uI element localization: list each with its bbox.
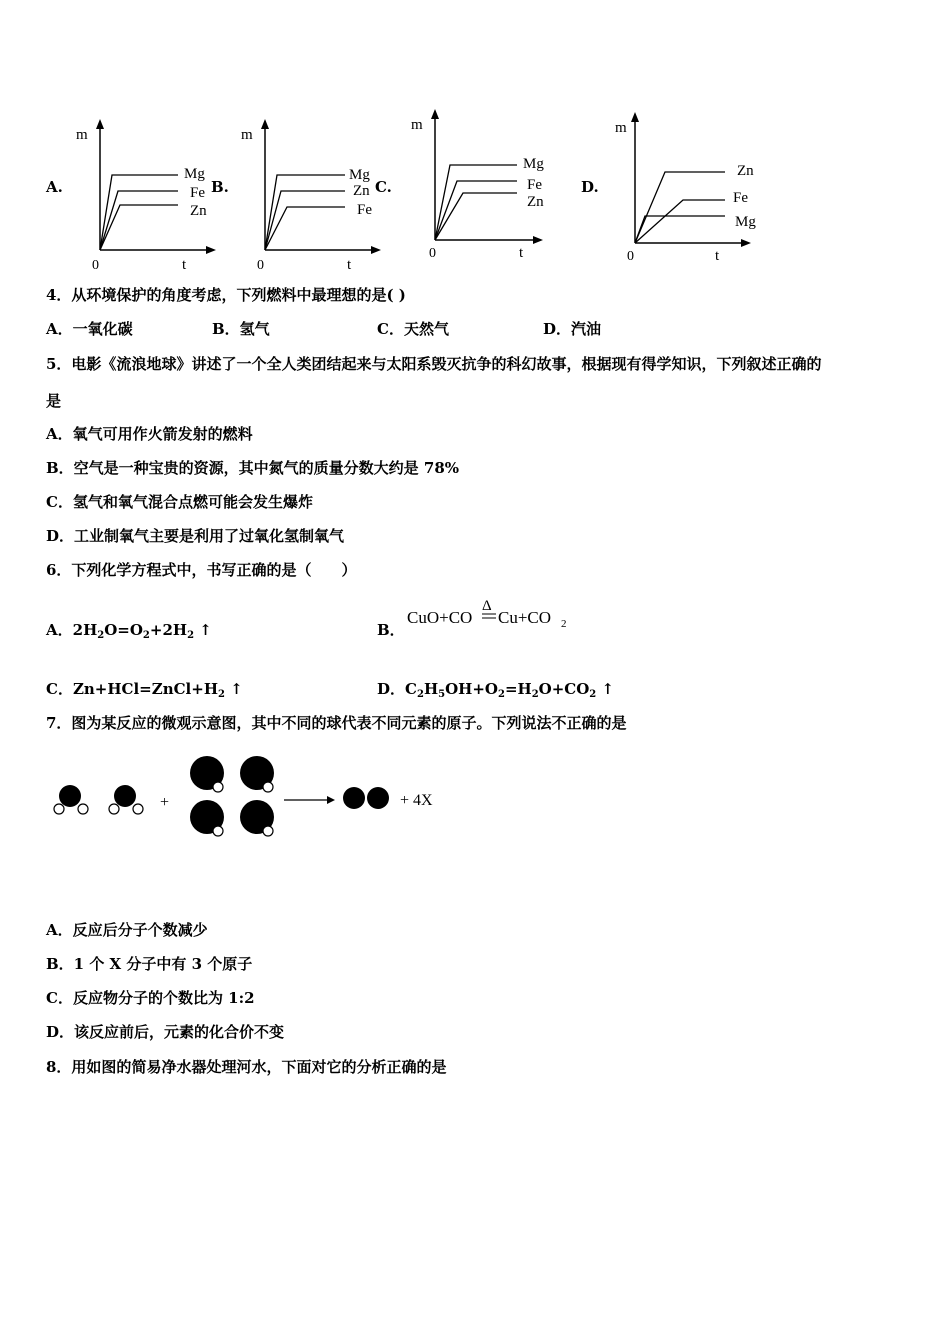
q7-option-b[interactable]: B．1 个 X 分子中有 3 个原子 — [46, 955, 253, 973]
graph-b-fe: Fe — [357, 202, 372, 218]
q5-stem-line2: 是 — [46, 392, 62, 410]
reactant-molecule-1 — [54, 785, 88, 814]
q4-option-c[interactable]: C．天然气 — [377, 320, 449, 338]
graph-a-xaxis: t — [182, 257, 187, 273]
graph-d — [605, 108, 765, 268]
graph-b-xaxis: t — [347, 257, 352, 273]
q6-d-label: D． — [377, 680, 406, 698]
graph-b — [235, 115, 385, 275]
q7-option-c[interactable]: C．反应物分子的个数比为 1:2 — [46, 989, 255, 1007]
graph-c-label: C. — [375, 178, 392, 196]
q6-b-left: CuO+CO — [407, 608, 473, 627]
q7-plus: + — [160, 794, 170, 811]
graph-a-origin: 0 — [92, 258, 99, 273]
q6-a-equation: $2H_2O=O_2+2H_2$ ↑ — [72, 621, 212, 641]
q6-option-c[interactable] — [46, 679, 243, 705]
graph-b-origin: 0 — [257, 258, 264, 273]
graph-b-yaxis: m — [241, 127, 253, 143]
q7-option-a[interactable]: A．反应后分子个数减少 — [46, 921, 208, 939]
graph-d-mg: Mg — [735, 214, 756, 230]
graph-a-fe: Fe — [190, 185, 205, 201]
product-molecule — [343, 787, 389, 809]
q4-option-d[interactable]: D．汽油 — [543, 320, 602, 338]
graph-d-fe: Fe — [733, 190, 748, 206]
q6-option-b[interactable] — [377, 620, 405, 640]
reactant-molecule-4 — [240, 756, 274, 792]
q6-b-sub: 2 — [561, 618, 567, 630]
q7-stem: 7．图为某反应的微观示意图，其中不同的球代表不同元素的原子。下列说法不正确的是 — [46, 714, 627, 732]
graph-a — [70, 115, 220, 275]
graph-c-mg: Mg — [523, 156, 544, 172]
q6-b-right: Cu+CO — [498, 608, 552, 627]
q5-option-a[interactable]: A．氧气可用作火箭发射的燃料 — [46, 425, 253, 443]
graph-d-origin: 0 — [627, 249, 634, 264]
q4-option-b[interactable]: B．氢气 — [212, 320, 270, 338]
q6-option-a[interactable] — [46, 620, 212, 646]
q6-option-d[interactable] — [377, 679, 614, 705]
reactant-molecule-2 — [109, 785, 143, 814]
graph-c-origin: 0 — [429, 246, 436, 261]
graph-b-zn: Zn — [353, 183, 370, 199]
q8-stem: 8．用如图的简易净水器处理河水，下面对它的分析正确的是 — [46, 1058, 447, 1076]
graph-d-zn: Zn — [737, 163, 754, 179]
q6-d-equation: $C_2H_5OH+O_2=H_2O+CO_2$ ↑ — [405, 680, 615, 700]
q7-product-extra: + 4X — [400, 792, 433, 809]
q5-option-c[interactable]: C．氢气和氧气混合点燃可能会发生爆炸 — [46, 493, 313, 511]
q6-c-equation: $Zn+HCl=ZnCl+H_2$ ↑ — [72, 680, 243, 700]
graph-a-mg: Mg — [184, 166, 205, 182]
graph-d-label: D. — [581, 178, 599, 196]
q6-c-label: C． — [46, 680, 73, 698]
graph-c-fe: Fe — [527, 177, 542, 193]
graph-b-label: B. — [211, 178, 229, 196]
graph-c-xaxis: t — [519, 245, 524, 261]
q5-option-d[interactable]: D．工业制氧气主要是利用了过氧化氢制氧气 — [46, 527, 345, 545]
graph-a-label: A. — [46, 178, 63, 196]
q4-stem: 4．从环境保护的角度考虑，下列燃料中最理想的是( ) — [46, 286, 406, 304]
q6-a-label: A． — [46, 621, 73, 639]
q7-option-d[interactable]: D．该反应前后，元素的化合价不变 — [46, 1023, 285, 1041]
reactant-molecule-6 — [240, 800, 274, 836]
graph-b-mg: Mg — [349, 167, 370, 183]
graph-d-yaxis: m — [615, 120, 627, 136]
graph-d-xaxis: t — [715, 248, 720, 264]
graph-c-yaxis: m — [411, 117, 423, 133]
reactant-molecule-3 — [190, 756, 224, 792]
graph-a-yaxis: m — [76, 127, 88, 143]
graph-c-zn: Zn — [527, 194, 544, 210]
q6-b-label: B． — [377, 621, 405, 639]
q7-reaction-diagram — [40, 750, 460, 850]
q6-b-equation — [405, 595, 585, 635]
q6-stem: 6．下列化学方程式中，书写正确的是（ ） — [46, 561, 357, 579]
q6-b-condition: Δ — [482, 598, 492, 614]
q5-option-b[interactable]: B．空气是一种宝贵的资源，其中氮气的质量分数大约是 78% — [46, 459, 460, 477]
q5-stem-line1: 5．电影《流浪地球》讲述了一个全人类团结起来与太阳系毁灭抗争的科幻故事，根据现有得学知识，下列叙述正确的 — [46, 355, 822, 373]
q4-option-a[interactable]: A．一氧化碳 — [46, 320, 133, 338]
graph-a-zn: Zn — [190, 203, 207, 219]
graph-c — [405, 105, 555, 265]
reactant-molecule-5 — [190, 800, 224, 836]
